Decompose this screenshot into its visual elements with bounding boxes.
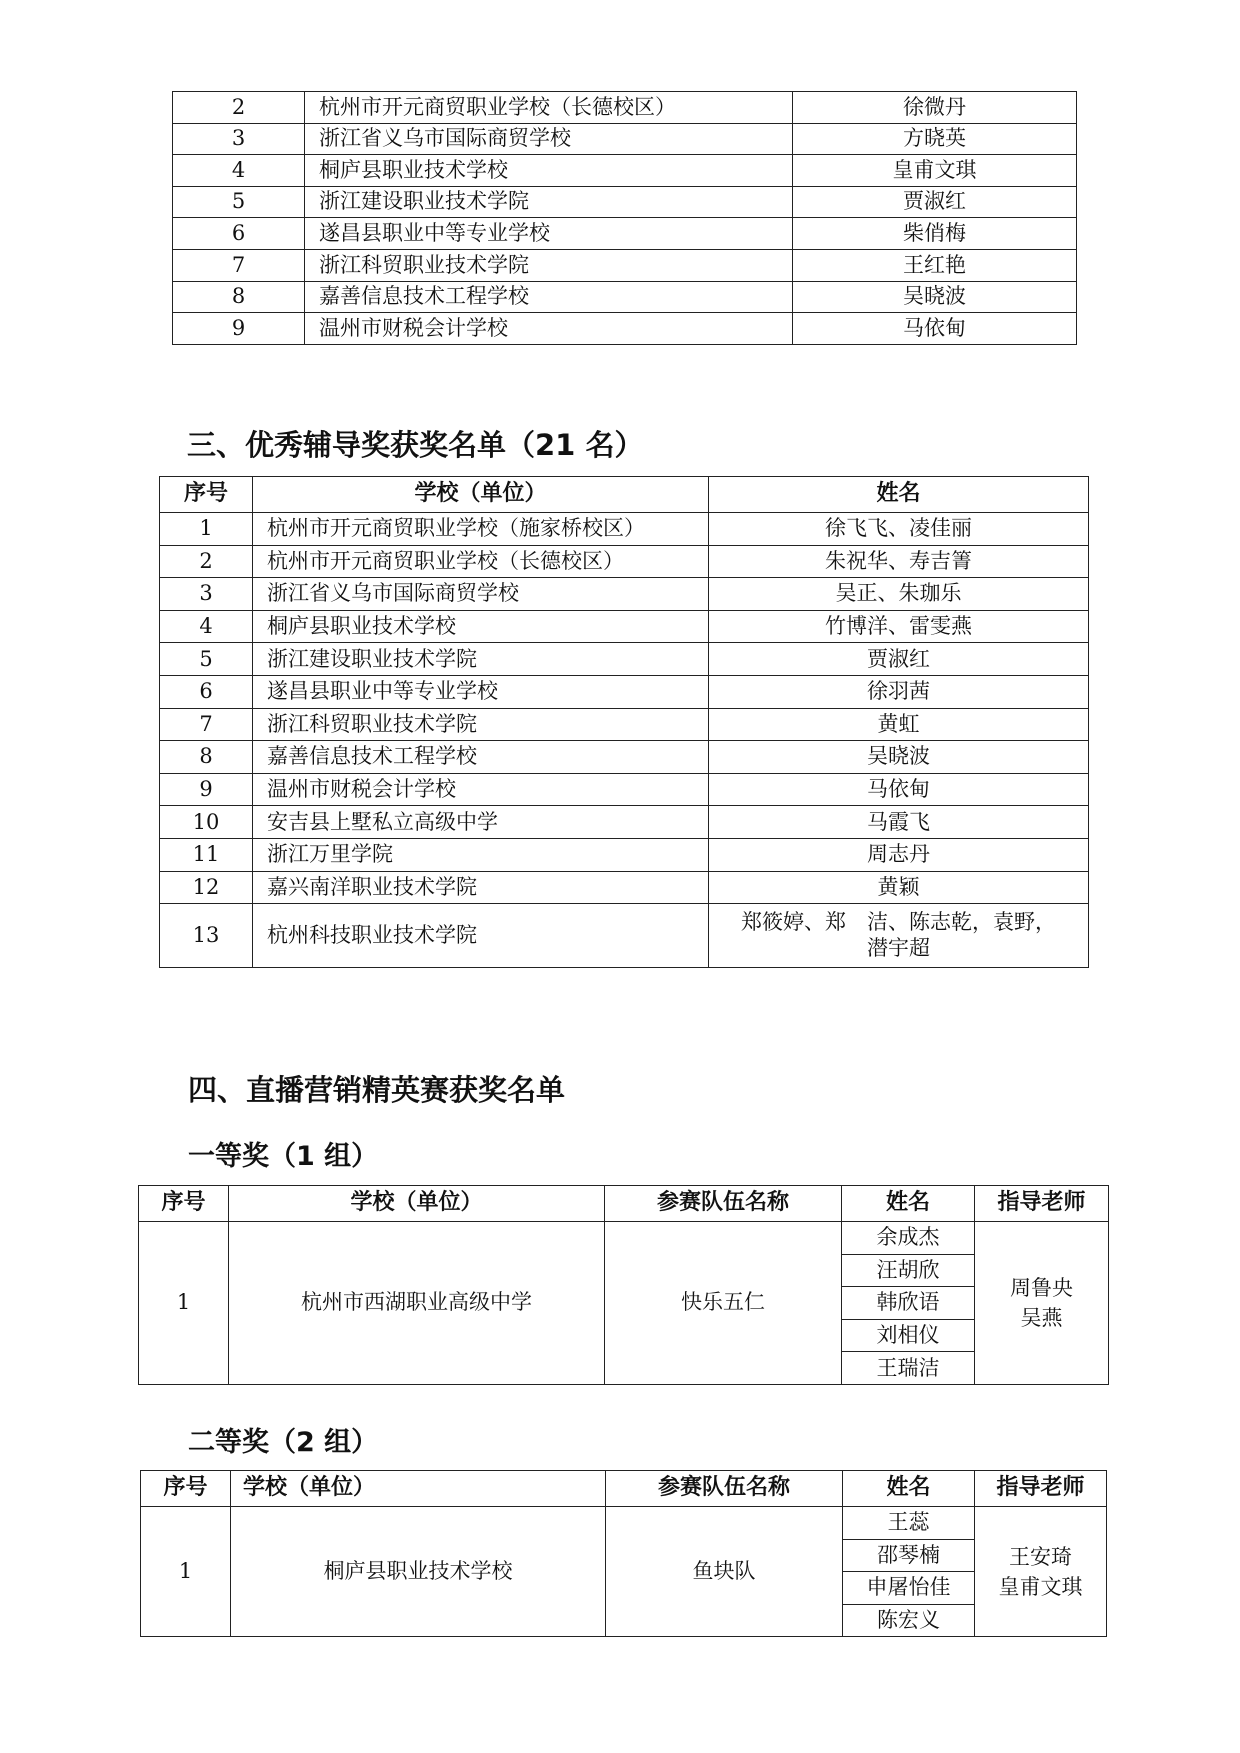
cell-no: 11 [160, 838, 253, 871]
table-row [173, 92, 1077, 124]
header-name: 姓名 [709, 477, 1089, 513]
header-teacher: 指导老师 [975, 1471, 1107, 1507]
teacher-name: 周鲁央 [1010, 1275, 1073, 1300]
table-row [160, 741, 1089, 774]
cell-name: 贾淑红 [709, 643, 1089, 676]
cell-school: 浙江科贸职业技术学院 [305, 249, 793, 281]
first-prize-title: 一等奖（1 组） [188, 1141, 379, 1172]
cell-school: 温州市财税会计学校 [253, 773, 709, 806]
cell-no: 9 [173, 313, 305, 345]
cell-no: 13 [160, 904, 253, 968]
cell-school: 嘉善信息技术工程学校 [253, 741, 709, 774]
header-school: 学校（单位） [229, 1186, 605, 1222]
cell-no: 9 [160, 773, 253, 806]
cell-name: 朱祝华、寿吉箐 [709, 545, 1089, 578]
cell-school: 杭州科技职业技术学院 [253, 904, 709, 968]
table-row [160, 904, 1089, 968]
cell-member: 汪胡欣 [842, 1254, 975, 1287]
name-line-1: 郑筱婷、郑 洁、陈志乾，袁野， [741, 910, 1056, 935]
header-name: 姓名 [843, 1471, 975, 1507]
cell-name: 徐微丹 [793, 92, 1077, 124]
table-row [173, 218, 1077, 250]
name-line-2: 潜宇超 [867, 935, 930, 960]
cell-name: 柴俏梅 [793, 218, 1077, 250]
teacher-name: 皇甫文琪 [998, 1574, 1083, 1599]
teacher-name: 王安琦 [1009, 1544, 1072, 1569]
table-row [160, 871, 1089, 904]
table-row [173, 155, 1077, 187]
cell-no: 3 [160, 578, 253, 611]
cell-school: 杭州市开元商贸职业学校（施家桥校区） [253, 513, 709, 546]
cell-name: 徐飞飞、凌佳丽 [709, 513, 1089, 546]
cell-no: 4 [173, 155, 305, 187]
cell-school: 浙江科贸职业技术学院 [253, 708, 709, 741]
cell-name: 马依甸 [709, 773, 1089, 806]
cell-no: 1 [139, 1222, 229, 1385]
cell-school: 桐庐县职业技术学校 [305, 155, 793, 187]
cell-no: 5 [173, 186, 305, 218]
cell-member: 刘相仪 [842, 1319, 975, 1352]
second-prize-table [140, 1470, 1107, 1637]
cell-team: 快乐五仁 [605, 1222, 842, 1385]
table-row [160, 513, 1089, 546]
table-row [160, 545, 1089, 578]
cell-school: 浙江万里学院 [253, 838, 709, 871]
header-team: 参赛队伍名称 [605, 1186, 842, 1222]
cell-no: 12 [160, 871, 253, 904]
table-row [160, 578, 1089, 611]
cell-name: 方晓英 [793, 123, 1077, 155]
cell-member: 陈宏义 [843, 1604, 975, 1637]
cell-school: 嘉善信息技术工程学校 [305, 281, 793, 313]
cell-school: 安吉县上墅私立高级中学 [253, 806, 709, 839]
cell-no: 5 [160, 643, 253, 676]
cell-name: 黄虹 [709, 708, 1089, 741]
cell-school: 浙江建设职业技术学院 [305, 186, 793, 218]
cell-name [709, 904, 1089, 968]
cell-no: 8 [173, 281, 305, 313]
cell-no: 7 [160, 708, 253, 741]
table-row [173, 123, 1077, 155]
cell-member: 申屠怡佳 [843, 1572, 975, 1605]
cell-name: 周志丹 [709, 838, 1089, 871]
cell-no: 2 [173, 92, 305, 124]
cell-no: 4 [160, 610, 253, 643]
cell-name: 徐羽茜 [709, 675, 1089, 708]
cell-member: 韩欣语 [842, 1287, 975, 1320]
cell-name: 贾淑红 [793, 186, 1077, 218]
header-school: 学校（单位） [231, 1471, 606, 1507]
table-row [160, 806, 1089, 839]
header-name: 姓名 [842, 1186, 975, 1222]
first-prize-table [138, 1185, 1109, 1385]
cell-school: 遂昌县职业中等专业学校 [305, 218, 793, 250]
cell-name: 王红艳 [793, 249, 1077, 281]
cell-teacher [975, 1222, 1109, 1385]
cell-no: 2 [160, 545, 253, 578]
table-row [160, 773, 1089, 806]
tutor-award-table [159, 476, 1089, 968]
cell-no: 1 [160, 513, 253, 546]
cell-no: 1 [141, 1507, 231, 1637]
table-row [141, 1507, 1107, 1540]
cell-school: 杭州市开元商贸职业学校（长德校区） [253, 545, 709, 578]
cell-no: 3 [173, 123, 305, 155]
cell-name: 皇甫文琪 [793, 155, 1077, 187]
cell-team: 鱼块队 [606, 1507, 843, 1637]
table-row [173, 186, 1077, 218]
header-no: 序号 [160, 477, 253, 513]
header-teacher: 指导老师 [975, 1186, 1109, 1222]
cell-no: 8 [160, 741, 253, 774]
table-row [160, 610, 1089, 643]
cell-name: 吴正、朱珈乐 [709, 578, 1089, 611]
header-no: 序号 [141, 1471, 231, 1507]
header-school: 学校（单位） [253, 477, 709, 513]
cell-teacher [975, 1507, 1107, 1637]
cell-school: 遂昌县职业中等专业学校 [253, 675, 709, 708]
table-row [173, 281, 1077, 313]
table-row [160, 643, 1089, 676]
cell-name: 吴晓波 [793, 281, 1077, 313]
cell-member: 余成杰 [842, 1222, 975, 1255]
cell-no: 10 [160, 806, 253, 839]
cell-school: 桐庐县职业技术学校 [231, 1507, 606, 1637]
cell-name: 黄颖 [709, 871, 1089, 904]
table-row [160, 708, 1089, 741]
cell-no: 7 [173, 249, 305, 281]
cell-school: 桐庐县职业技术学校 [253, 610, 709, 643]
cell-member: 王瑞洁 [842, 1352, 975, 1385]
cell-school: 浙江省义乌市国际商贸学校 [305, 123, 793, 155]
table-row [139, 1222, 1109, 1255]
table-row [173, 313, 1077, 345]
cell-member: 王蕊 [843, 1507, 975, 1540]
cell-school: 温州市财税会计学校 [305, 313, 793, 345]
cell-name: 马霞飞 [709, 806, 1089, 839]
winners-table-continued [172, 91, 1077, 345]
cell-name: 马依甸 [793, 313, 1077, 345]
section3-title: 三、优秀辅导奖获奖名单（21 名） [187, 428, 644, 462]
table-row [160, 675, 1089, 708]
header-team: 参赛队伍名称 [606, 1471, 843, 1507]
second-prize-title: 二等奖（2 组） [188, 1427, 379, 1458]
cell-no: 6 [173, 218, 305, 250]
cell-school: 浙江省义乌市国际商贸学校 [253, 578, 709, 611]
cell-name: 竹博洋、雷雯燕 [709, 610, 1089, 643]
cell-no: 6 [160, 675, 253, 708]
table-row [160, 838, 1089, 871]
cell-member: 邵琴楠 [843, 1539, 975, 1572]
header-no: 序号 [139, 1186, 229, 1222]
cell-school: 杭州市西湖职业高级中学 [229, 1222, 605, 1385]
cell-school: 杭州市开元商贸职业学校（长德校区） [305, 92, 793, 124]
cell-school: 浙江建设职业技术学院 [253, 643, 709, 676]
cell-name: 吴晓波 [709, 741, 1089, 774]
teacher-name: 吴燕 [1020, 1305, 1063, 1330]
table-row [173, 249, 1077, 281]
cell-school: 嘉兴南洋职业技术学院 [253, 871, 709, 904]
section4-title: 四、直播营销精英赛获奖名单 [188, 1073, 566, 1107]
